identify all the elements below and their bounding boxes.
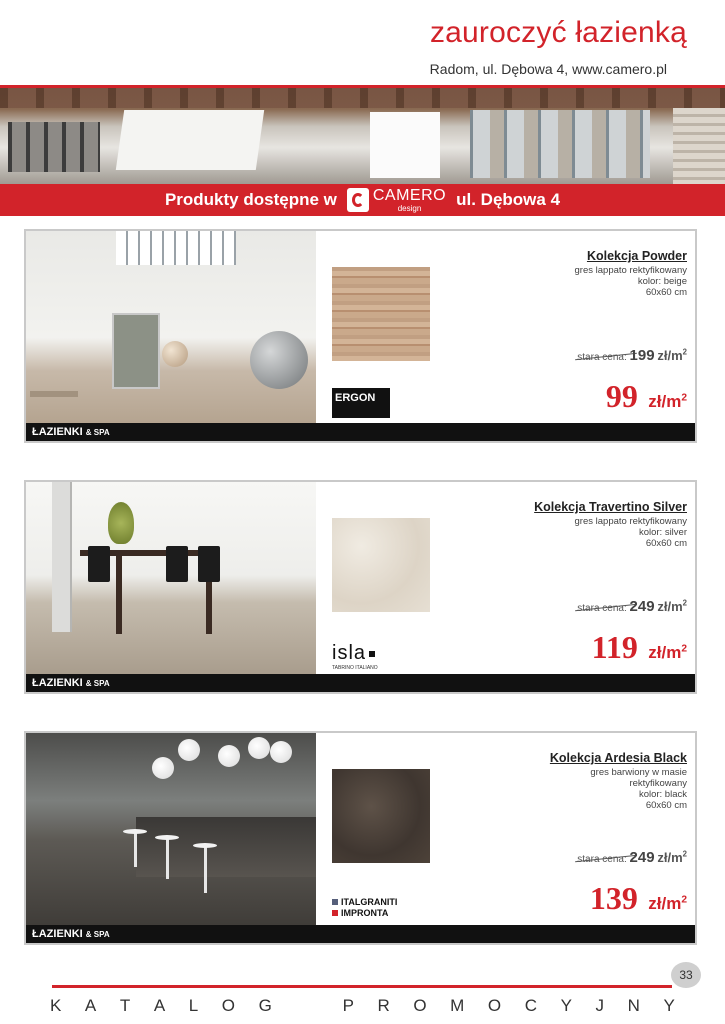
category-bar xyxy=(26,925,695,943)
spec-line: kolor: black xyxy=(638,788,687,800)
category-sub: & SPA xyxy=(85,930,110,939)
new-price-value: 119 xyxy=(591,629,638,665)
brand-square-icon xyxy=(332,910,338,916)
price-unit: zł/m xyxy=(657,599,683,614)
old-price-label: stara cena: xyxy=(577,854,627,865)
spec-line: 60x60 cm xyxy=(645,537,687,549)
category-label: ŁAZIENKI xyxy=(32,677,83,689)
showroom-ceiling xyxy=(0,88,725,108)
old-price-value: 249 xyxy=(629,598,655,615)
photo-chair xyxy=(166,546,188,582)
old-price-value: 199 xyxy=(629,347,655,364)
photo-stool xyxy=(123,829,147,834)
showroom-wall xyxy=(370,112,440,178)
page-headline: zauroczyć łazienką xyxy=(429,16,687,49)
camero-logo-sub: design xyxy=(397,203,422,213)
category-sub: & SPA xyxy=(85,428,110,437)
store-address: Radom, ul. Dębowa 4, www.camero.pl xyxy=(429,61,667,77)
photo-lamp xyxy=(218,745,240,767)
spec-line: kolor: beige xyxy=(637,275,687,287)
catalog-letter: J xyxy=(595,996,604,1015)
page-number: 33 xyxy=(671,962,701,988)
old-price xyxy=(577,849,687,866)
brand-logo xyxy=(332,388,390,418)
product-info xyxy=(447,249,687,299)
photo-lamp xyxy=(270,741,292,763)
spec-line: kolor: silver xyxy=(638,526,687,538)
product-photo xyxy=(26,482,316,676)
tile-swatch xyxy=(332,769,430,863)
category-sub: & SPA xyxy=(85,679,110,688)
tile-swatch xyxy=(332,518,430,612)
price-unit-sup: 2 xyxy=(682,849,687,859)
collection-name: Kolekcja Travertino Silver xyxy=(534,500,687,514)
camero-logo xyxy=(347,188,446,213)
product-card xyxy=(24,480,697,694)
spec-line: gres lappato rektyfikowany xyxy=(574,265,687,276)
photo-lamp xyxy=(152,757,174,779)
banner-prefix: Produkty dostępne w xyxy=(164,190,337,209)
price-unit-sup: 2 xyxy=(681,392,687,404)
spec-line: 60x60 cm xyxy=(645,286,687,298)
new-price-value: 139 xyxy=(589,880,638,916)
brand-line2: IMPRONTA xyxy=(341,908,389,918)
brand-name: ITALGRANITI xyxy=(341,897,398,907)
product-specs xyxy=(447,768,687,812)
catalog-letter: M xyxy=(450,996,465,1015)
catalog-letter: L xyxy=(188,996,199,1015)
photo-windows xyxy=(116,231,236,265)
new-price xyxy=(592,629,687,666)
product-card xyxy=(24,229,697,443)
price-unit-sup: 2 xyxy=(681,643,687,655)
spec-line: gres lappato rektyfikowany xyxy=(574,516,687,527)
photo-stool-stem xyxy=(134,831,137,867)
showroom-counter xyxy=(116,110,264,170)
category-bar xyxy=(26,674,695,692)
product-photo xyxy=(26,733,316,927)
photo-plant xyxy=(108,502,134,544)
price-unit: zł/m xyxy=(648,894,682,913)
old-price xyxy=(577,347,687,364)
price-unit: zł/m xyxy=(648,392,682,411)
showroom-stone-wall xyxy=(673,108,725,184)
product-info xyxy=(447,751,687,812)
catalog-letter: O xyxy=(487,996,502,1015)
photo-bar-counter xyxy=(136,817,316,877)
catalog-letter: O xyxy=(413,996,427,1015)
photo-chair xyxy=(198,546,220,582)
product-info xyxy=(447,500,687,550)
catalog-letter: N xyxy=(627,996,640,1015)
price-unit: zł/m xyxy=(648,643,682,662)
brand-subtitle: TABRINO ITALIANO xyxy=(332,665,378,671)
footer-rule xyxy=(52,985,672,988)
category-label: ŁAZIENKI xyxy=(32,426,83,438)
category-bar xyxy=(26,423,695,441)
price-unit-sup: 2 xyxy=(681,894,687,906)
price-unit-sup: 2 xyxy=(682,347,687,357)
photo-sphere-small xyxy=(162,341,188,367)
old-price-label: stara cena: xyxy=(577,352,627,363)
price-unit: zł/m xyxy=(657,348,683,363)
photo-chair xyxy=(88,546,110,582)
old-price xyxy=(577,598,687,615)
photo-table-leg xyxy=(116,556,122,634)
new-price-value: 99 xyxy=(605,378,638,414)
photo-pillar xyxy=(52,482,72,632)
photo-bench xyxy=(30,391,78,397)
new-price xyxy=(590,880,687,917)
spec-line: gres barwiony w masie xyxy=(590,767,687,778)
collection-name: Kolekcja Ardesia Black xyxy=(549,751,687,765)
catalog-letter: G xyxy=(258,996,272,1015)
catalog-letter: T xyxy=(119,996,131,1015)
product-photo xyxy=(26,231,316,425)
tile-swatch xyxy=(332,267,430,361)
price-unit: zł/m xyxy=(657,850,683,865)
old-price-value: 249 xyxy=(629,849,655,866)
camero-logo-icon xyxy=(347,188,369,212)
photo-stool xyxy=(193,843,217,848)
showroom-photo xyxy=(0,88,725,184)
banner-suffix: ul. Dębowa 4 xyxy=(456,190,561,209)
brand-square-icon xyxy=(369,651,375,657)
photo-sphere-large xyxy=(250,331,308,389)
brand-name: ERGON xyxy=(335,392,376,404)
spec-line: rektyfikowany xyxy=(629,777,687,789)
showroom-shelf-left xyxy=(8,122,100,172)
new-price xyxy=(606,378,687,415)
category-label: ŁAZIENKI xyxy=(32,928,83,940)
photo-stool xyxy=(155,835,179,840)
old-price-label: stara cena: xyxy=(577,603,627,614)
catalog-letter: O xyxy=(221,996,236,1015)
photo-stool-stem xyxy=(166,837,169,879)
availability-banner xyxy=(0,184,725,216)
catalog-letter: A xyxy=(153,996,166,1015)
price-unit-sup: 2 xyxy=(682,598,687,608)
catalog-letter: C xyxy=(524,996,537,1015)
catalog-letter: Y xyxy=(560,996,572,1015)
catalog-letter: P xyxy=(342,996,354,1015)
camero-logo-name: CAMERO xyxy=(372,186,447,204)
photo-lamp xyxy=(178,739,200,761)
collection-name: Kolekcja Powder xyxy=(586,249,687,263)
product-specs xyxy=(447,266,687,299)
catalog-letter: Y xyxy=(663,996,675,1015)
showroom-shelf-right xyxy=(470,110,650,178)
brand-square-icon xyxy=(332,899,338,905)
brand-name: isla xyxy=(332,642,367,664)
spec-line: 60x60 cm xyxy=(645,799,687,811)
catalog-letter: K xyxy=(50,996,62,1015)
brand-logo xyxy=(332,642,396,674)
catalog-title xyxy=(50,996,675,1016)
photo-door xyxy=(112,313,160,389)
photo-stool-stem xyxy=(204,845,207,893)
catalog-letter: R xyxy=(377,996,390,1015)
photo-lamp xyxy=(248,737,270,759)
product-card xyxy=(24,731,697,945)
catalog-letter: A xyxy=(84,996,97,1015)
product-specs xyxy=(447,517,687,550)
